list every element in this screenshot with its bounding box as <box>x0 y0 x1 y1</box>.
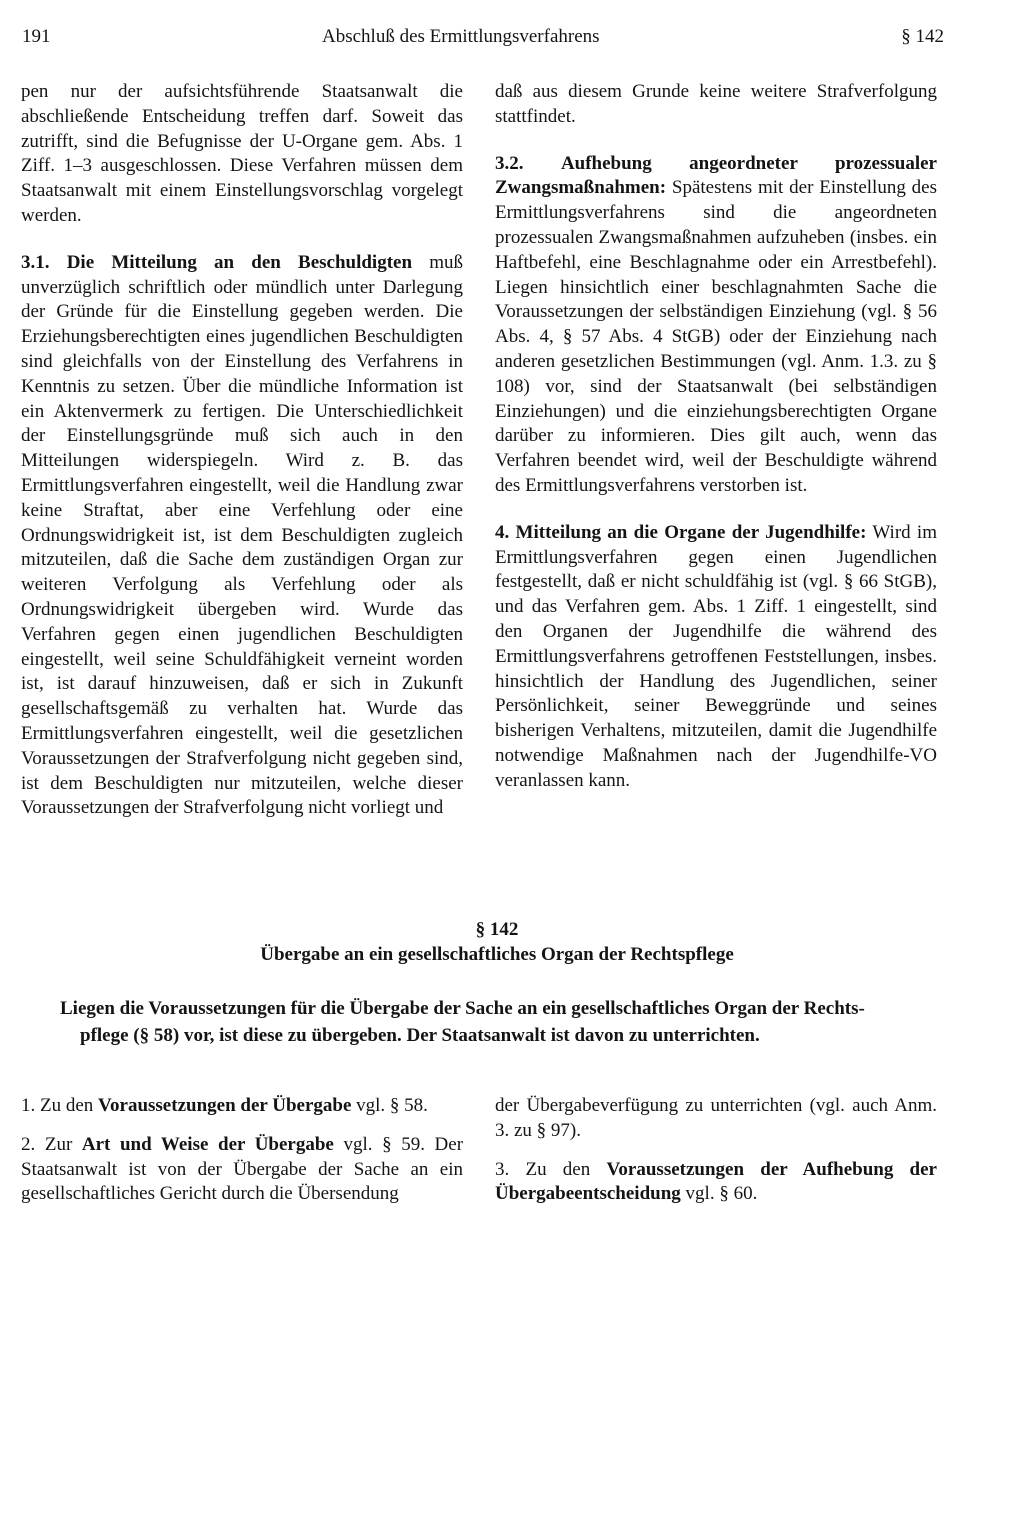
note-heading: Voraussetzungen der Aufhebung der Übergabeentscheidung <box>495 1158 937 1205</box>
right-column <box>495 80 937 794</box>
paragraph-continuation: pen nur der aufsichtsführende Staatsanwalt die abschließende Entscheidung treffen darf. Soweit das zutrifft, sind die Befugnisse der U-Organe gem. Abs. 1 Ziff. 1–3 ausgeschlossen. Diese Verfahren müssen dem Staatsanwalt mit einem Einstellungsvorschlag vorgelegt werden. <box>21 81 463 226</box>
paragraph-label: 3.2. <box>495 152 524 174</box>
note-prefix: 1. Zu den <box>21 1095 94 1116</box>
note-2 <box>21 1133 463 1207</box>
paragraph-label: 3.1. <box>21 251 50 273</box>
paragraph-continuation: daß aus diesem Grunde keine weitere Strafverfolgung stattfindet. <box>495 81 937 127</box>
section-number: § 142 <box>475 919 519 940</box>
section-heading-block <box>0 918 1024 967</box>
paragraph-text: Wird im Ermittlungsverfahren gegen einen Jugendlichen festgestellt, daß er nicht schuldfähig ist (vgl. § 66 StGB), und das Verfahren gem. Abs. 1 Ziff. 1 eingestellt, sind den Organen der Jugendhilfe die während des Ermittlungsverfahrens getroffenen Feststellungen, insbes. hinsichtlich der Handlung des Jugendlichen, seiner Persönlichkeit, seiner Beweggründe und seines bisherigen Verhaltens, mitzuteilen, damit die Jugendhilfe notwendige Maßnahmen nach der Jugendhilfe-VO veranlassen kann. <box>495 521 937 791</box>
notes-right-column <box>495 1094 937 1221</box>
left-column <box>21 80 463 821</box>
note-heading: Art und Weise der Übergabe <box>81 1133 334 1155</box>
paragraph-3-1 <box>21 251 463 821</box>
paragraph-heading: 4. Mitteilung an die Organe der Jugendhilfe: <box>495 521 867 543</box>
page-number: 191 <box>22 26 51 47</box>
note-suffix: vgl. § 58. <box>356 1095 428 1116</box>
paragraph-heading: Aufhebung angeordneter prozessualer Zwangsmaßnahmen: <box>495 152 937 199</box>
statute-line-2: pflege (§ 58) vor, ist diese zu übergeben. Der Staatsanwalt ist davon zu unterrichten. <box>80 1025 760 1046</box>
section-reference: § 142 <box>901 26 944 47</box>
note-prefix: 3. Zu den <box>495 1158 591 1180</box>
note-1 <box>21 1094 463 1119</box>
note-text: vgl. § 59. Der Staatsanwalt ist von der Übergabe der Sache an ein gesellschaftliches Gericht durch die Übersendung <box>21 1133 464 1205</box>
note-heading: Voraussetzungen der Übergabe <box>98 1095 352 1116</box>
running-title: Abschluß des Ermittlungsverfahrens <box>322 26 600 47</box>
statute-text <box>60 995 905 1049</box>
paragraph-3-2 <box>495 152 937 499</box>
paragraph-text: Spätestens mit der Einstellung des Ermittlungsverfahrens sind die angeordneten prozessualen Zwangsmaßnahmen aufzuheben (insbes. ein Haftbefehl, eine Beschlagnahme oder ein Arrestbefehl). Liegen hinsichtlich einer beschlagnahmten Sache die Voraussetzungen der selbständigen Einziehung (vgl. § 56 Abs. 4, § 57 Abs. 4 StGB) oder der Einziehung nach anderen gesetzlichen Bestimmungen (vgl. Anm. 1.3. zu § 108) vor, sind der Staatsanwalt (bei selbständigen Einziehungen) und die einziehungsberechtigten Organe darüber zu informieren. Dies gilt auch, wenn das Verfahren beendet wird, weil der Beschuldigte während des Ermittlungsverfahrens verstorben ist. <box>495 177 938 496</box>
statute-line-1: Liegen die Voraussetzungen für die Übergabe der Sache an ein gesellschaftliches Organ der Rechts- <box>60 998 865 1019</box>
paragraph-4 <box>495 521 937 794</box>
note-3 <box>495 1158 937 1208</box>
notes-left-column <box>21 1094 463 1221</box>
paragraph-text: muß unverzüglich schriftlich oder mündlich unter Darlegung der Gründe für die Einstellung gegeben werden. Die Erziehungsberechtigten eines jugendlichen Beschuldigten sind gleichfalls von der Einstellung des Verfahrens in Kenntnis zu setzen. Über die mündliche Information ist ein Aktenvermerk zu fertigen. Die Unterschiedlichkeit der Einstellungsgründe muß sich auch in den Mitteilungen widerspiegeln. Wird z. B. das Ermittlungsverfahren eingestellt, weil die Handlung zwar keine Straftat, aber eine Verfehlung oder eine Ordnungswidrigkeit ist, ist dem Beschuldigten zugleich mitzuteilen, daß die Sache dem zuständigen Organ zur weiteren Verfolgung als Verfehlung oder als Ordnungswidrigkeit übergeben wird. Wurde das Verfahren gegen einen jugendlichen Beschuldigten eingestellt, weil seine Schuldfähigkeit verneint worden ist, ist darauf hinzuweisen, daß er sich in Zukunft gesellschaftsgemäß zu verhalten hat. Wurde das Ermittlungsverfahren eingestellt, weil die gesetzlichen Voraussetzungen der Strafverfolgung nicht gegeben sind, ist dem Beschuldigten nur mitzuteilen, welche dieser Voraussetzungen der Strafverfolgung nicht vorliegt und <box>21 251 464 819</box>
note-suffix: vgl. § 60. <box>685 1183 758 1205</box>
note-prefix: 2. Zur <box>21 1133 73 1155</box>
paragraph-heading: Die Mitteilung an den Beschuldigten <box>66 251 413 273</box>
section-title: Übergabe an ein gesellschaftliches Organ der Rechtspflege <box>260 944 734 965</box>
page-header <box>22 26 944 56</box>
note-2-continuation: der Übergabeverfügung zu unterrichten (vgl. auch Anm. 3. zu § 97). <box>495 1095 937 1141</box>
